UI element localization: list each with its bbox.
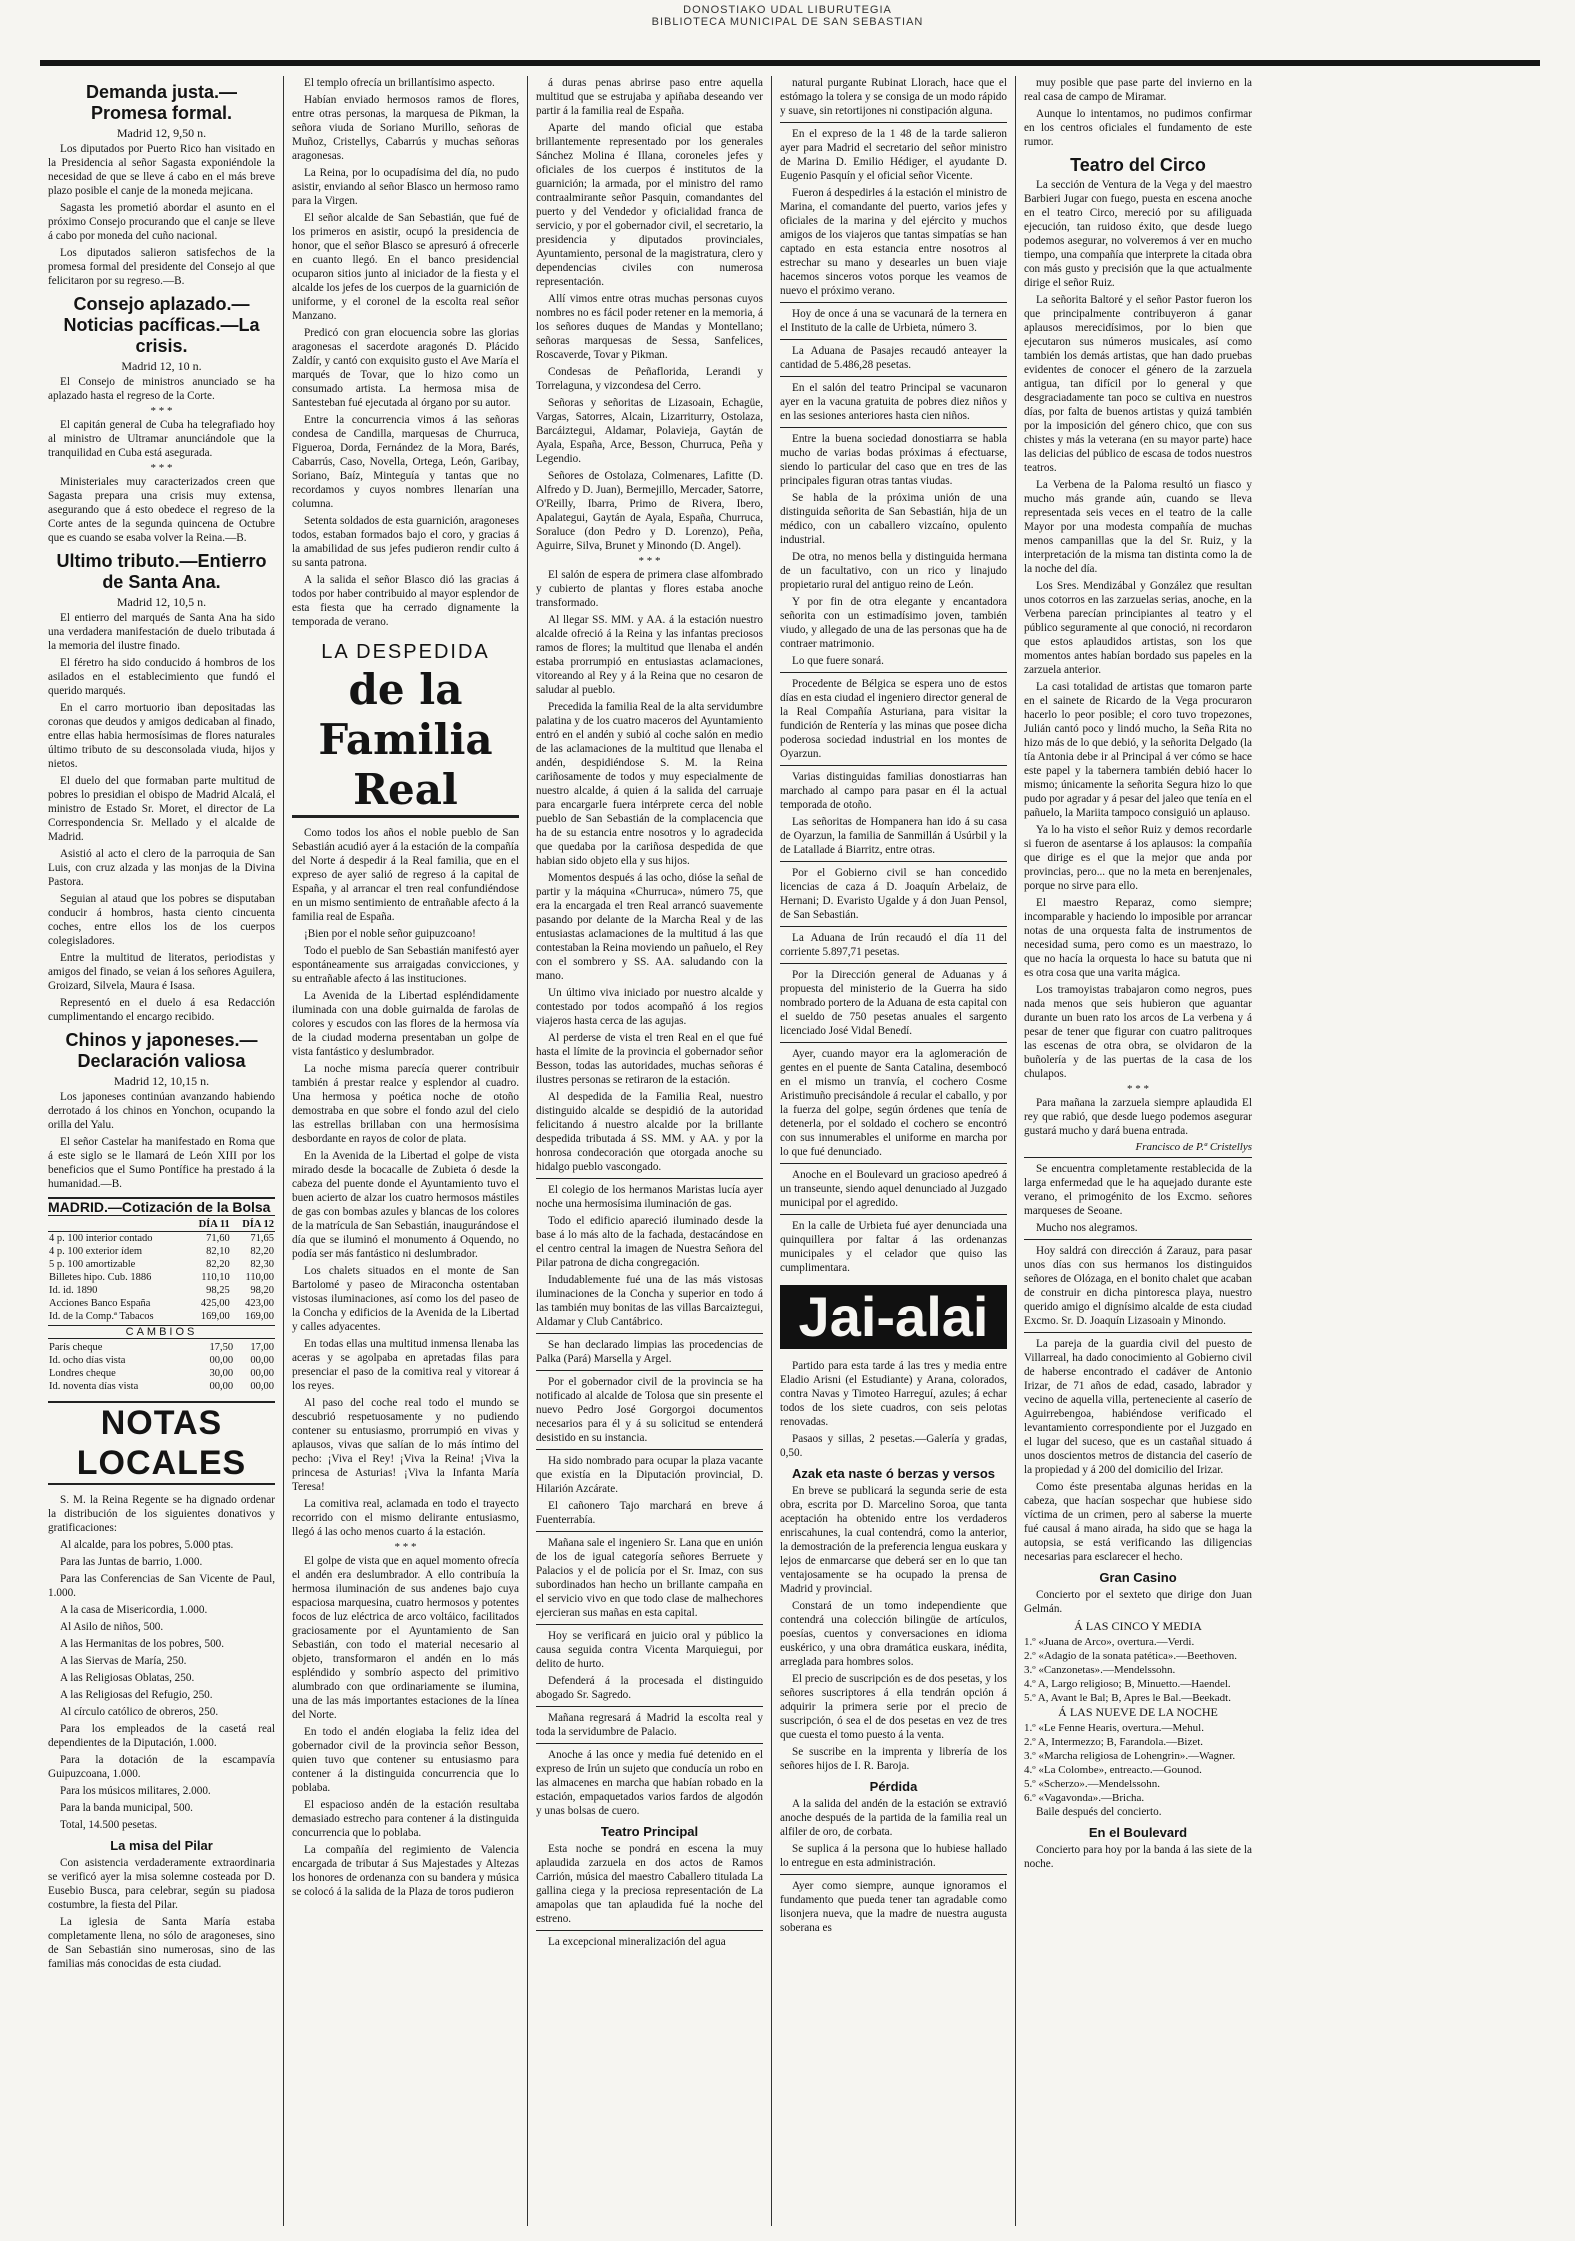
list-item: A las Religiosas del Refugio, 250. <box>60 1689 213 1701</box>
paragraph: Varias distinguidas familias donostiarras han marchado al campo para pasar en él la actual temporada de otoño. <box>780 771 1007 811</box>
paragraph: Los chalets situados en el monte de San Bartolomé y paseo de Miraconcha ostentaban vistosas iluminaciones, así como los del paseo de la Concha y edificios de la Avenida de la Libertad y calles adyacentes. <box>292 1265 519 1333</box>
divider <box>780 339 1007 340</box>
paragraph: Defenderá á la procesada el distinguido abogado Sr. Sagredo. <box>536 1675 763 1701</box>
cambio-value: 30,00 <box>209 1368 234 1379</box>
bolsa-label: Billetes hipo. Cub. 1886 <box>49 1272 152 1283</box>
paragraph: Al llegar SS. MM. y AA. á la estación nuestro alcalde ofreció á la Reina y las infantas preciosos ramos de flores; la multitud que llenaba el andén estaba prorrumpió en entusiastas aclamaciones, vitoreando al Rey y á la Reina que no cesaron de saludar al pueblo. <box>536 614 763 696</box>
headline-jai-alai: Jai-alai <box>780 1285 1007 1349</box>
dateline: Madrid 12, 9,50 n. <box>116 126 207 140</box>
paragraph: Se suplica á la persona que lo hubiese hallado lo entregue en esta administración. <box>780 1843 1007 1869</box>
bolsa-label: Id. id. 1890 <box>49 1285 98 1296</box>
paragraph: Se han declarado limpias las procedencias de Palka (Pará) Marsella y Argel. <box>536 1339 763 1365</box>
program-item: 1.º «Le Fenne Hearis, overtura.—Mehul. <box>1024 1722 1204 1734</box>
bolsa-col-header: DÍA 12 <box>231 1218 275 1232</box>
paragraph: La noche misma parecía querer contribuir también á prestar realce y esplendor al cuadro. Una hermosa y poética noche de otoño demostraba en que sobre el fondo azul del cielo las estrellas brillaban con una hermosísima desbordante en rayos de color de plata. <box>292 1063 519 1145</box>
paragraph: Seguian al ataud que los pobres se disputaban conducir á hombros, hasta ciento cincuenta coches, entre ellos los de los cuerpos colegisladores. <box>48 893 275 947</box>
paragraph: La Avenida de la Libertad espléndidamente iluminada con una doble guirnalda de farolas de colores y escudos con las flores de la hermosa vía de la ciudad moderna presentaban un golpe de vista fantástico y deslumbrador. <box>292 990 519 1058</box>
paragraph: ¡Bien por el noble señor guipuzcoano! <box>304 928 476 940</box>
paragraph: Se habla de la próxima unión de una distinguida señorita de San Sebastián, hija de un médico, con un caballero vizcaíno, opulento industrial. <box>780 492 1007 546</box>
list-item: Total, 14.500 pesetas. <box>60 1819 158 1831</box>
paragraph: Entre la buena sociedad donostiarra se habla mucho de varias bodas próximas á efectuarse, siendo lo particular del caso que en tres de las principales figuran otras tantas viudas. <box>780 433 1007 487</box>
asterism: * * * <box>1127 1083 1149 1095</box>
paragraph: La Aduana de Irún recaudó el día 11 del corriente 5.897,71 pesetas. <box>780 932 1007 958</box>
bolsa-table <box>48 1218 275 1323</box>
list-item: A las Hermanitas de los pobres, 500. <box>60 1638 225 1650</box>
paragraph: Esta noche se pondrá en escena la muy aplaudida zarzuela en dos actos de Ramos Carrión, música del maestro Caballero titulada La gallina ciega y la preciosa representación de La amapolas que tan aplaudida fué la noche del estreno. <box>536 1843 763 1925</box>
paragraph: Habían enviado hermosos ramos de flores, entre otras personas, la marquesa de Pikman, la señora viuda de Soriano Murillo, señoras de Muñoz, Cristellys, Cabarrús y muchas señoras aragonesas. <box>292 94 519 162</box>
paragraph: Al perderse de vista el tren Real en el que fué hasta el límite de la provincia el gobernador señor Besson, todas las autoridades, muchas señoras é ilustres personas se retiraron de la estación. <box>536 1032 763 1086</box>
program-item: 3.º «Marcha religiosa de Lohengrin».—Wagner. <box>1024 1750 1236 1762</box>
headline-chinos-japoneses: Chinos y japoneses.—Declaración valiosa <box>65 1030 258 1071</box>
asterism: * * * <box>394 1541 417 1553</box>
headline-consejo-aplazado: Consejo aplazado.—Noticias pacíficas.—La crisis. <box>63 294 260 356</box>
paragraph: Concierto por el sexteto que dirige don Juan Gelmán. <box>1024 1589 1252 1615</box>
list-item: A las Religiosas Oblatas, 250. <box>60 1672 195 1684</box>
program-item: 6.º «Vagavonda».—Bricha. <box>1024 1792 1145 1804</box>
program-item: 5.º «Scherzo».—Mendelssohn. <box>1024 1778 1161 1790</box>
paragraph: Señores de Ostolaza, Colmenares, Lafitte (D. Alfredo y D. Juan), Bermejillo, Mercader, Satorre, O'Reilly, Ibarra, Primo de Rivera, Ibero, Apalategui, Gaytán de Ayala, España, Churruca, Soraluce (don Pedro y D. Lorenzo), Peña, Aguirre, Silva, Brunet y Minondo (D. Angel). <box>536 470 763 552</box>
table-row <box>48 1367 275 1380</box>
paragraph: El colegio de los hermanos Maristas lucía ayer noche una hermosísima iluminación de gas. <box>536 1184 763 1210</box>
column-3 <box>528 76 772 2226</box>
bolsa-value: 71,60 <box>206 1233 230 1244</box>
paragraph: En el salón del teatro Principal se vacunaron ayer en la vacuna gratuita de pobres diez niños y en las sesiones anteriores hasta cien niños. <box>780 382 1007 422</box>
asterism: * * * <box>638 555 661 567</box>
paragraph: El capitán general de Cuba ha telegrafiado hoy al ministro de Ultramar anunciándole que la tranquilidad en Cuba está asegurada. <box>48 419 275 459</box>
paragraph: El maestro Reparaz, como siempre; incomparable y haciendo lo imposible por arrancar notas de una orquesta falta de instrumentos de necesidad suma, pero como es un maestrazo, lo que no hacía la orquesta lo hace su batuta que ni es otra cosa que una varita mágica. <box>1024 897 1253 979</box>
paragraph: De otra, no menos bella y distinguida hermana de un facultativo, con un rico y linajudo propietario rural del antiguo reino de León. <box>780 551 1007 591</box>
paragraph: Aunque lo intentamos, no pudimos confirmar en los centros oficiales el fundamento de este rumor. <box>1024 108 1252 148</box>
columns <box>40 76 1540 2226</box>
paragraph: El féretro ha sido conducido á hombros de los asilados en el establecimiento que fundó el querido marqués. <box>48 657 275 697</box>
program-item: 1.º «Juana de Arco», overtura.—Verdi. <box>1024 1636 1195 1648</box>
program-heading: Á LAS NUEVE DE LA NOCHE <box>1058 1705 1218 1719</box>
divider <box>780 1874 1007 1875</box>
list-item: Para las Juntas de barrio, 1.000. <box>60 1556 203 1568</box>
bolsa-label: Acciones Banco España <box>49 1298 151 1309</box>
cambios-table <box>48 1341 275 1393</box>
paragraph: La comitiva real, aclamada en todo el trayecto recorrido con el mismo delirante entusiasmo, llegó á las ocho menos cuarto á la estación. <box>292 1498 519 1538</box>
paragraph: Fueron á despedirles á la estación el ministro de Marina, el comandante del puerto, varios jefes y oficiales de la marina y del ejército y muchos amigos de los viajeros que tantas simpatías se han captado en esta estancia entre nosotros al estrechar su mano y desearles un buen viaje hacemos sinceros votos porque les veamos de nuevo el próximo verano. <box>780 187 1007 297</box>
divider <box>1024 1157 1252 1158</box>
paragraph: La compañía del regimiento de Valencia encargada de tributar á Sus Majestades y Altezas los honores de ordenanza con su bandera y música se colocó á la salida de la Plaza de toros pudieron <box>292 1844 519 1898</box>
paragraph: Aparte del mando oficial que estaba brillantemente representado por los generales Sánchez Molina é Illana, coroneles jefes y oficiales de los cuerpos é institutos de la guarnición; la armada, por el ministro del ramo contraalmirante señor Pasquin, comandantes del puerto y del Vendedor y oficialidad franca de servicio, y por el gobernador civil, el secretario, la presidencia y diputados provinciales, Ayuntamiento, personal de la magistratura, clero y dependencias civiles con numerosa representación. <box>536 122 763 288</box>
divider <box>780 765 1007 766</box>
table-row <box>48 1232 275 1246</box>
paragraph: Hoy se verificará en juicio oral y público la causa seguida contra Vicenta Marquiegui, por delito de hurto. <box>536 1630 763 1670</box>
table-row <box>48 1380 275 1393</box>
headline-perdida: Pérdida <box>869 1779 918 1794</box>
table-row <box>48 1284 275 1297</box>
library-stamp <box>0 4 1575 28</box>
paragraph: Para mañana la zarzuela siempre aplaudida El rey que rabió, que desde luego podemos asegurar gustará mucho y dará buena entrada. <box>1024 1097 1252 1137</box>
paragraph: La casi totalidad de artistas que tomaron parte en el sainete de Ricardo de la Vega procuraron hacerlo lo peor posible; el coro tuvo tropezones, Julián cantó poco y lindó mucho, la Seña Rita no hizo más de lo que debió, y la señorita Delgado (la tía Antonia debe ir al Principal á ver cómo se hace este papel y la tabernera también debió hacer lo mismo; únicamente la señorita Segura hizo lo que pudo por agradar y á pesar del jaleo que tenía en el pañuelo, la Mariita tampoco consiguió un aplauso. <box>1024 681 1252 819</box>
paragraph: Y por fin de otra elegante y encantadora señorita con un estimadísimo joven, también viudo, y allegado de una de las personas que ha de contraer matrimonio. <box>780 596 1007 650</box>
table-row <box>48 1341 275 1354</box>
cambio-value: 00,00 <box>209 1355 234 1366</box>
bolsa-label: 4 p. 100 interior contado <box>49 1233 153 1244</box>
program-item: 5.º A, Avant le Bal; B, Apres le Bal.—Beekadt. <box>1024 1692 1231 1704</box>
divider <box>780 122 1007 123</box>
paragraph: Los japoneses continúan avanzando habiendo derrotado á los chinos en Yonchon, ocupando la orilla del Yalu. <box>48 1091 275 1131</box>
headline-la-despedida: LA DESPEDIDA <box>321 641 490 663</box>
cambio-value: 00,00 <box>209 1381 234 1392</box>
paragraph: El Consejo de ministros anunciado se ha aplazado hasta el regreso de la Corte. <box>48 376 275 402</box>
list-item: A la casa de Misericordia, 1.000. <box>60 1604 208 1616</box>
byline-signature: Francisco de P.ª Cristellys <box>1135 1141 1252 1153</box>
bolsa-col-header: DÍA 11 <box>187 1218 230 1232</box>
list-item: Para los músicos militares, 2.000. <box>60 1785 211 1797</box>
divider <box>780 1163 1007 1164</box>
divider <box>780 376 1007 377</box>
paragraph: La señorita Baltoré y el señor Pastor fueron los que principalmente contribuyeron á ganar aplausos merecidísimos, por lo bien que ejecutaron sus números musicales, así como también los demás artistas, que han dado pruebas evidentes de conocer el género de la zarzuela antigua, tan difícil por lo general y que desgraciadamente tan poco se cultiva en nuestros días, por falta de buenos artistas y quizá también por la imposición del género chico, que con sus chistes y más la veterana (en su mayor parte) hace las delicias del público de escasa de todos nuestros teatros. <box>1024 294 1252 474</box>
paragraph: Representó en el duelo á esa Redacción cumplimentando el encargo recibido. <box>48 997 275 1023</box>
program-item: 4.º A, Largo religioso; B, Minuetto.—Haendel. <box>1024 1678 1231 1690</box>
divider <box>780 302 1007 303</box>
cambio-label: Londres cheque <box>49 1368 116 1379</box>
paragraph: Todo el pueblo de San Sebastián manifestó ayer espontáneamente sus arraigadas convicciones, y su entrañable afecto á las instituciones. <box>292 945 519 985</box>
list-item: Al círculo católico de obreros, 250. <box>60 1706 219 1718</box>
bolsa-label: 5 p. 100 amortizable <box>49 1259 136 1270</box>
headline-gran-casino: Gran Casino <box>1099 1570 1177 1585</box>
bolsa-value: 82,20 <box>250 1246 274 1257</box>
paragraph: A la salida del andén de la estación se extravió anoche después de la partida de la familia real un alfiler de oro, de corbata. <box>780 1798 1007 1838</box>
divider <box>780 1214 1007 1215</box>
paragraph: El templo ofrecía un brillantísimo aspecto. <box>304 77 495 89</box>
table-row <box>48 1271 275 1284</box>
paragraph: El señor Castelar ha manifestado en Roma que á este siglo se le llamará de León XIII por los beneficios que el Sumo Pontífice ha prestado á la humanidad.—B. <box>48 1136 275 1190</box>
list-item: Al alcalde, para los pobres, 5.000 ptas. <box>60 1539 234 1551</box>
paragraph: Ha sido nombrado para ocupar la plaza vacante que existía en la Diputación provincial, D. Hilarión Azcárate. <box>536 1455 763 1495</box>
headline-ultimo-tributo: Ultimo tributo.—Entierro de Santa Ana. <box>56 551 267 592</box>
paragraph: La sección de Ventura de la Vega y del maestro Barbieri Jugar con fuego, puesta en escena anoche en el teatro Circo, mereció por su afiliguada ejecución, tan ruidoso éxito, que desde luego podemos asegurar, no volveremos á ver en mucho tiempo, una compañía que interprete la citada obra con más gusto y precisión que la que actualmente dirige el señor Ruiz. <box>1024 179 1252 289</box>
cambio-value: 00,00 <box>250 1381 274 1392</box>
list-item: Para la dotación de la escampavía Guipuzcoana, 1.000. <box>48 1754 275 1780</box>
list-item: Para los empleados de la casetá real dependientes de la Diputación, 1.000. <box>48 1723 275 1749</box>
paragraph: Entre la multitud de literatos, periodistas y amigos del finado, se veian á los señores Aguilera, Groizard, Silvela, Maura é Isasa. <box>48 952 275 992</box>
paragraph: Se suscribe en la imprenta y librería de los señores hijos de I. R. Baroja. <box>780 1746 1007 1772</box>
bolsa-value: 82,10 <box>206 1246 230 1257</box>
cambio-label: París cheque <box>49 1342 103 1353</box>
divider <box>1024 1239 1252 1240</box>
table-row <box>48 1310 275 1323</box>
bolsa-label: 4 p. 100 exterior ídem <box>49 1246 143 1257</box>
headline-familia-real: de la Familia Real <box>292 665 519 818</box>
table-row <box>48 1258 275 1271</box>
top-rule <box>40 60 1540 66</box>
paragraph: Los tramoyistas trabajaron como negros, pues nada menos que seis hubieron que aguantar durante un buen rato los arcos de La verbena y á pesar de tener que figurar con cuatro palitroques las escenas de otra obra, se olvidaron de la buñolería y de las puertas de la casa de los chulapos. <box>1024 984 1252 1080</box>
paragraph: La pareja de la guardia civil del puesto de Villarreal, ha dado conocimiento al Gobierno civil de haberse encontrado el cadáver de Antonio Irizar, de 71 años de edad, casado, labrador y vecino de aquella villa, perteneciente al caserío de Aguirrebengoa, habiéndose verificado el levantamiento correspondiente por el Juzgado en el lugar del suceso, que es un castañal situado á unos doscientos metros de distancia del caserío de la propiedad y á 200 del domicilio del Irizar. <box>1024 1338 1252 1476</box>
divider <box>780 861 1007 862</box>
paragraph: En todo el andén elogiaba la feliz idea del gobernador civil de la provincia señor Besson, quien tuvo que contener su entusiasmo para contener á la distinguida concurrencia que lo poblaba. <box>292 1726 519 1794</box>
headline-en-el-boulevard: En el Boulevard <box>1088 1825 1188 1840</box>
bolsa-value: 82,20 <box>206 1259 230 1270</box>
divider <box>536 1531 763 1532</box>
paragraph: Condesas de Peñaflorida, Lerandi y Torrelaguna, y vizcondesa del Cerro. <box>536 366 763 392</box>
paragraph: Indudablemente fué una de las más vistosas iluminaciones de la Concha y superior en todo á las también muy bonitas de las villas Barcaiztegui, Aldamar y Club Cantábrico. <box>536 1274 763 1328</box>
list-item: A las Siervas de María, 250. <box>60 1655 187 1667</box>
paragraph: S. M. la Reina Regente se ha dignado ordenar la distribución de los siguientes donativos y gratificaciones: <box>48 1494 275 1534</box>
bolsa-label: Id. de la Comp.ª Tabacos <box>49 1311 154 1322</box>
bolsa-title: MADRID.—Cotización de la Bolsa <box>48 1197 275 1216</box>
paragraph: Momentos después á las ocho, dióse la señal de partir y la máquina «Churruca», número 75, que era la encargada el tren Real arrancó suavemente pasando por delante de la Marcha Real y de las entusiastas aclamaciones de la multitud á las que contestaban la Reina moviendo un pañuelo, el Rey con el sombrero y SS. AA. saludando con la mano. <box>536 872 763 982</box>
headline-teatro-principal: Teatro Principal <box>600 1824 699 1839</box>
table-row <box>48 1245 275 1258</box>
paragraph: Allí vimos entre otras muchas personas cuyos nombres no es fácil poder retener en la memoria, á los señores duques de Mandas y Montellano; señoras marquesas de Sessa, Sanfelices, Roscaverde, Tovar y Pikman. <box>536 293 763 361</box>
cambio-value: 17,50 <box>209 1342 234 1353</box>
paragraph: La excepcional mineralización del agua <box>548 1936 726 1948</box>
paragraph: Pasaos y sillas, 2 pesetas.—Galería y gradas, 0,50. <box>780 1433 1007 1459</box>
divider <box>536 1624 763 1625</box>
paragraph: La Aduana de Pasajes recaudó anteayer la cantidad de 5.486,28 pesetas. <box>780 345 1007 371</box>
bolsa-value: 110,00 <box>245 1272 274 1283</box>
divider <box>1024 1332 1252 1333</box>
stamp-line-2: BIBLIOTECA MUNICIPAL DE SAN SEBASTIAN <box>651 16 924 28</box>
paragraph: En todas ellas una multitud inmensa llenaba las aceras y se agolpaba en apretadas filas para presenciar el paso de la comitiva real y vitorear á los reyes. <box>292 1338 519 1392</box>
paragraph: En el expreso de la 1 48 de la tarde salieron ayer para Madrid el secretario del señor ministro de Marina D. Emilio Hédiger, el ayudante D. Eugenio Pasquín y el oficial señor Vicente. <box>780 128 1007 182</box>
paragraph: Como éste presentaba algunas heridas en la cabeza, que hacían sospechar que hubiese sido víctima de un crimen, pero al saberse la muerte fué causal á mano airada, ha sido que se haga la autopsia, se está verificando las diligencias necesarias para esclarecer el hecho. <box>1024 1481 1252 1563</box>
paragraph: En la Avenida de la Libertad el golpe de vista mirado desde la bocacalle de Zubieta ó desde la cabeza del puente donde el Ayuntamiento tuvo el buen acierto de alzar los cuatro hermosos mástiles de gas con bombas azules y blancas de los colores de la matrícula de San Sebastián, inaugurándose el día que se iluminó el monumento á Oquendo, no podía ser más fantástico ni deslumbrador. <box>292 1150 519 1260</box>
bolsa-value: 82,30 <box>250 1259 274 1270</box>
column-4 <box>772 76 1016 2226</box>
paragraph: Por el Gobierno civil se han concedido licencias de caza á D. Joaquín Arbelaiz, de Hernani; D. Evaristo Ugalde y á don Juan Pensol, de San Sebastián. <box>780 867 1007 921</box>
divider <box>536 1333 763 1334</box>
divider <box>780 1042 1007 1043</box>
divider <box>536 1930 763 1931</box>
headline-misa-pilar: La misa del Pilar <box>110 1838 213 1853</box>
cambio-label: Id. ocho días vista <box>49 1355 126 1366</box>
paragraph: Partido para esta tarde á las tres y media entre Eladio Arisni (el Estudiante) y Arana, colorados, contra Navas y Timoteo Harreguí, azules; á echar todos de los siete cuadros, con seis pelotas renovadas. <box>780 1360 1007 1428</box>
paragraph: Todo el edificio apareció iluminado desde la base á lo más alto de la fachada, destacándose en el centro central la imagen de Nuestra Señora del Pilar patrona de dicha congregación. <box>536 1215 763 1269</box>
divider <box>780 963 1007 964</box>
paragraph: Baile después del concierto. <box>1036 1806 1162 1818</box>
paragraph: á duras penas abrirse paso entre aquella multitud que se estrujaba y apiñaba deseando ver partir á la familia real de España. <box>536 77 763 117</box>
table-row <box>48 1354 275 1367</box>
paragraph: El espacioso andén de la estación resultaba demasiado estrecho para contener á la distinguida concurrencia que lo poblaba. <box>292 1799 519 1839</box>
asterism: * * * <box>150 405 173 417</box>
divider <box>780 672 1007 673</box>
paragraph: natural purgante Rubinat Llorach, hace que el estómago la tolera y se consiga de un modo rápido y suave, sin retortijones ni constipación alguna. <box>780 77 1007 117</box>
paragraph: Los diputados por Puerto Rico han visitado en la Presidencia al señor Sagasta exponiéndole la necesidad de que se lleve á cabo en el más breve plazo posible el canje de la moneda mejicana. <box>48 143 275 197</box>
cambio-value: 00,00 <box>250 1368 274 1379</box>
bolsa-value: 71,65 <box>250 1233 274 1244</box>
paragraph: Asistió al acto el clero de la parroquia de San Luis, con cruz alzada y las monjas de la Divina Pastora. <box>48 848 275 888</box>
list-item: Para la banda municipal, 500. <box>60 1802 193 1814</box>
paragraph: Mucho nos alegramos. <box>1036 1222 1138 1234</box>
cambio-value: 17,00 <box>250 1342 274 1353</box>
paragraph: Procedente de Bélgica se espera uno de estos días en esta ciudad el ingeniero director general de la Real Compañía Asturiana, para visitar la fundición de Rentería y las minas que posee dicha poderosa sociedad industrial en los montes de Oyarzun. <box>780 678 1007 760</box>
headline-demanda-justa: Demanda justa.—Promesa formal. <box>85 82 238 123</box>
headline-teatro-circo: Teatro del Circo <box>1070 155 1206 175</box>
paragraph: Constará de un tomo independiente que contendrá una colección bilingüe de artículos, poesías, cuentos y conversaciones en idioma euskérico, y una obra dramática euskara, inédita, arreglada para hombres solos. <box>780 1600 1007 1668</box>
divider <box>536 1370 763 1371</box>
paragraph: Ayer, cuando mayor era la aglomeración de gentes en el puente de Santa Catalina, desembocó en el mismo un tranvía, el cochero Cosme Aristimuño precisándole á recular el caballo, y por la fuerza del golpe, según órdenes que tenía de detenerla, por el soldado el cochero se encontró con sus innumerables el uniforme en marcha por lo que fué denunciado. <box>780 1048 1007 1158</box>
program-item: 4.º «La Colombe», entreacto.—Gounod. <box>1024 1764 1202 1776</box>
dateline: Madrid 12, 10,15 n. <box>113 1074 210 1088</box>
paragraph: Predicó con gran elocuencia sobre las glorias aragonesas el sacerdote aragonés D. Plácido Zaldír, y cantó con exquisito gusto el Ave María el marqués de Tovar, que lo hizo como un consumado artista. La hermosa misa de Santesteban fué ejecutada al órgano por su autor. <box>292 327 519 409</box>
list-item: Para las Conferencias de San Vicente de Paul, 1.000. <box>48 1573 275 1599</box>
bolsa-value: 98,20 <box>250 1285 274 1296</box>
paragraph: El golpe de vista que en aquel momento ofrecía el andén era deslumbrador. A ello contribuía la hermosa iluminación de sus andenes bajo cuya espaciosa marquesina, cuatro hermosos y potentes focos de luz eléctrica de arco voltáico, facilitados graciosamente por el Ayuntamiento de San Sebastián, con todo el material necesario al objeto, transformaron el andén en lo más espléndido y sombrío aspecto del primitivo alumbrado con que ordinariamente se ilumina, una de las más importantes estaciones de la línea del Norte. <box>292 1555 519 1721</box>
paragraph: El cañonero Tajo marchará en breve á Fuenterrabía. <box>536 1500 763 1526</box>
list-item: Al Asilo de niños, 500. <box>60 1621 164 1633</box>
divider <box>780 926 1007 927</box>
paragraph: En la calle de Urbieta fué ayer denunciada una quinquillera por faltar á las ordenanzas municipales y el celador que quiso las cumplimentara. <box>780 1220 1007 1274</box>
cambios-label: CAMBIOS <box>48 1325 275 1339</box>
bolsa-value: 169,00 <box>200 1311 230 1322</box>
paragraph: Las señoritas de Hompanera han ido á su casa de Oyarzun, la familia de Sanmillán á Usúrbil y la de Latallade á Biarritz, entre otras. <box>780 816 1007 856</box>
program-item: 3.º «Canzonetas».—Mendelssohn. <box>1024 1664 1176 1676</box>
column-5 <box>1016 76 1260 2226</box>
paragraph: Hoy de once á una se vacunará de la ternera en el Instituto de la calle de Urbieta, número 3. <box>780 308 1007 334</box>
paragraph: Mañana sale el ingeniero Sr. Lana que en unión de los de igual categoría señores Berruete y Palacios y el de policía por el Sr. Imaz, con sus subordinados han hecho un brillante campaña en el servicio vivo en que todo clase de malhechores ejercieran sus mañas en esta capital. <box>536 1537 763 1619</box>
paragraph: El precio de suscripción es de dos pesetas, y los señores suscriptores á ella tendrán opción á adquirir la primera serie por el precio de suscripción, ó sea el de dos pesetas en vez de tres que cuesta el tomo puesto á la venta. <box>780 1673 1007 1741</box>
divider <box>536 1178 763 1179</box>
headline-azak-eta-naste: Azak eta naste ó berzas y versos <box>791 1466 996 1481</box>
paragraph: El salón de espera de primera clase alfombrado y cubierto de plantas y flores estaba anoche transformado. <box>536 569 763 609</box>
paragraph: Por el gobernador civil de la provincia se ha notificado al alcalde de Tolosa que sin presente el nuevo Pedro José Gorgorgoi documentos necesarios para él y á su solicitud se entenderá desistido en su instancia. <box>536 1376 763 1444</box>
divider <box>536 1743 763 1744</box>
paragraph: Ya lo ha visto el señor Ruiz y demos recordarle si fueron de asentarse á los aplausos: la compañía que dirige es el que la mejor que anda por provincias, pero... que no la meta en berenjenales, porque no sirve para ello. <box>1024 824 1252 892</box>
column-2 <box>284 76 528 2226</box>
paragraph: El señor alcalde de San Sebastián, que fué de los primeros en asistir, ocupó la presidencia de honor, que el señor Blasco se apresuró á ofrecerle en cuanto llegó. En el banco presidencial ocuparon sitios junto al iniciador de la fiesta y el alcalde los jefes de los cuerpos de la guarnición de uniforme, y el coronel de la escolta real señor Manzano. <box>292 212 519 322</box>
paragraph: Anoche en el Boulevard un gracioso apedreó á un transeunte, siendo aquel denunciado al Juzgado municipal por el agredido. <box>780 1169 1007 1209</box>
paragraph: Se encuentra completamente restablecida de la larga enfermedad que le ha aquejado durante este verano, el primogénito de los Excmo. señores marqueses de Seoane. <box>1024 1163 1252 1217</box>
paragraph: Como todos los años el noble pueblo de San Sebastián acudió ayer á la estación de la compañía del Norte á despedir á la Real familia, que en el expreso de ayer salió de regreso á la capital de España, y al arrancar el tren real confundiéndose en un mismo sentimiento de entrañable afecto á la familia real de España. <box>292 827 519 923</box>
paragraph: A la salida el señor Blasco dió las gracias á todos por haber contribuido al mayor esplendor de esta fiesta que ha cerrado dignamente la temporada de verano. <box>292 574 519 628</box>
paragraph: Los diputados salieron satisfechos de la promesa formal del presidente del Consejo al que felicitaron por su regreso.—B. <box>48 247 275 287</box>
paragraph: Hoy saldrá con dirección á Zarauz, para pasar unos días con sus hermanos los distinguidos señores de Olózaga, en el bonito chalet que acaban de construir en dicha pintoresca playa, nuestro querido amigo el dignísimo alcalde de esta ciudad Excmo. Sr. D. Joaquín Lizasoain y Minondo. <box>1024 1245 1252 1327</box>
paragraph: La Verbena de la Paloma resultó un fiasco y mucho más grande aún, cuando se lleva representada seis veces en el teatro de la calle Mayor por una modesta compañía de muchas menos campanillas que la del Sr. Ruiz, y la interpretación de la misma tan distinta como la de la noche del día. <box>1024 479 1252 575</box>
paragraph: Con asistencia verdaderamente extraordinaria se verificó ayer la misa solemne costeada por D. Eusebio Busca, para celebrar, según su piadosa costumbre, la fiesta del Pilar. <box>48 1857 275 1911</box>
bolsa-value: 425,00 <box>200 1298 230 1309</box>
paragraph: Los Sres. Mendizábal y González que resultan unos cotorros en las zarzuelas serias, anoche, en la Verbena parecían principiantes al teatro y el público seguramente al que conoció, ni recordaron que estos aplaudidos artistas, son los que momentos antes habían bordado sus papeles en la zarzuela anterior. <box>1024 580 1252 676</box>
paragraph: Al despedida de la Familia Real, nuestro distinguido alcalde se despidió de la autoridad felicitando á nuestro alcalde por la brillante despedida tributada á SS. MM. y AA. y por la honrosa condecoración que otorgada anoche su hidalgo pueblo vascongado. <box>536 1091 763 1173</box>
paragraph: Un último viva iniciado por nuestro alcalde y contestado por todos acompañó á los regios viajeros hasta cerca de las agujas. <box>536 987 763 1027</box>
dateline: Madrid 12, 10,5 n. <box>116 595 207 609</box>
divider <box>536 1449 763 1450</box>
section-title-notas-locales: NOTAS LOCALES <box>48 1401 275 1485</box>
divider <box>536 1706 763 1707</box>
paragraph: El duelo del que formaban parte multitud de pobres lo presidian el obispo de Madrid Alcalá, el ministro de Estado Sr. Moret, el director de La Correspondencia Sr. Mellado y el alcalde de Madrid. <box>48 775 275 843</box>
bolsa-value: 98,25 <box>206 1285 230 1296</box>
paragraph: Anoche á las once y media fué detenido en el expreso de Irún un sujeto que conducía un robo en las almacenes en marcha que habían robado en la estación, empaquetados varios fardos de algodón y unas bolsas de cuero. <box>536 1749 763 1817</box>
paragraph: Precedida la familia Real de la alta servidumbre palatina y de los cuatro maceros del Ayuntamiento entró en el andén y subió al coche salón en medio de las aclamaciones de la multitud que llenaba el andén, despidiéndose S. M. la Reina cariñosamente de todos y muy especialmente de nuestro alcalde, á quien á la salida del carruaje para encargarle fuera intérprete cerca del noble pueblo de San Sebastián de la complacencia que ha de su estancia entre nosotros y lo agradecida que quedaba por la cariñosa despedida de que habian sido objeto ella y sus hijos. <box>536 701 763 867</box>
paragraph: La iglesia de Santa María estaba completamente llena, no sólo de aragoneses, sino de San Sebastián sino numerosas, sino de las familias más conocidas de esta ciudad. <box>48 1916 275 1970</box>
program-heading: Á LAS CINCO Y MEDIA <box>1074 1619 1202 1633</box>
paragraph: La Reina, por lo ocupadísima del día, no pudo asistir, enviando al señor Blasco un hermoso ramo para la Virgen. <box>292 167 519 207</box>
bolsa-value: 110,10 <box>201 1272 230 1283</box>
asterism: * * * <box>150 462 173 474</box>
stamp-line-1: DONOSTIAKO UDAL LIBURUTEGIA <box>683 4 892 16</box>
paragraph: Ministeriales muy caracterizados creen que Sagasta prepara una crisis muy extensa, asegurando que á esto obedece el regreso de la Corte antes de la segunda quincena de Octubre que es cuando se esaba volver la Reina.—B. <box>48 476 275 544</box>
bolsa-header-row <box>48 1218 275 1232</box>
program-item: 2.º A, Intermezzo; B, Farandola.—Bizet. <box>1024 1736 1204 1748</box>
cambio-label: Id. noventa días vista <box>49 1381 139 1392</box>
paragraph: Lo que fuere sonará. <box>792 655 884 667</box>
paragraph: Concierto para hoy por la banda á las siete de la noche. <box>1024 1844 1252 1870</box>
program-item: 2.º «Adagio de la sonata patética».—Beethoven. <box>1024 1650 1237 1662</box>
bolsa-value: 169,00 <box>245 1311 274 1322</box>
table-row <box>48 1297 275 1310</box>
paragraph: Por la Dirección general de Aduanas y á propuesta del ministerio de la Guerra ha sido nombrado portero de la Aduana de esta capital con el sueldo de 750 pesetas anuales el sargento licenciado José Vidal Benedí. <box>780 969 1007 1037</box>
divider <box>780 427 1007 428</box>
paragraph: Setenta soldados de esta guarnición, aragoneses todos, estaban formados bajo el coro, y gracias á la amabilidad de sus jefes pudieron rendir culto á su santa patrona. <box>292 515 519 569</box>
paragraph: Ayer como siempre, aunque ignoramos el fundamento que pueda tener tan agradable como lisonjera nueva, que la madre de nuestra augusta soberana es <box>780 1880 1007 1934</box>
paragraph: En el carro mortuorio iban depositadas las coronas que deudos y amigos dedicaban al finado, entre ellas habia hermosísimas de flores naturales último tributo de su desconsolada viuda, hijos y nietos. <box>48 702 275 770</box>
column-1 <box>40 76 284 2226</box>
paragraph: Entre la concurrencia vimos á las señoras condesa de Candilla, marquesas de Churruca, Figueroa, Dorda, Fernández de la Mora, Barés, Cabarrús, Caso, Novella, Ortega, León, Garibay, Soriano, Baíz, Minteguía y tantas que no recordamos y cuyos nombres llenarían una columna. <box>292 414 519 510</box>
bolsa-value: 423,00 <box>245 1298 274 1309</box>
paragraph: En breve se publicará la segunda serie de esta obra, escrita por D. Marcelino Soroa, que tanta aceptación ha obtenido entre los verdaderos enriscahunes, la cual contendrá, como la anterior, la demostración de la preferencia lengua euskara y lejos de enmarcarse que deberá ser en lo que tan ventajosamente se ha ocupado la prensa de Madrid y provincial. <box>780 1485 1007 1595</box>
paragraph: Mañana regresará á Madrid la escolta real y toda la servidumbre de Palacio. <box>536 1712 763 1738</box>
dateline: Madrid 12, 10 n. <box>121 359 202 373</box>
cambio-value: 00,00 <box>250 1355 274 1366</box>
paragraph: Señoras y señoritas de Lizasoain, Echagüe, Vargas, Satorres, Alcain, Lizarriturry, Ostolaza, Barcáiztegui, Aldamar, Polavieja, Gaytán de Ayala, España, Arce, Besson, Churruca, Peña y Legendio. <box>536 397 763 465</box>
paragraph: muy posible que pase parte del invierno en la real casa de campo de Miramar. <box>1024 77 1252 103</box>
paragraph: El entierro del marqués de Santa Ana ha sido una verdadera manifestación de duelo tributada á la memoria del ilustre finado. <box>48 612 275 652</box>
paragraph: Sagasta les prometió abordar el asunto en el próximo Consejo procurando que el canje se lleve á cabo por moneda del cuño nacional. <box>48 202 275 242</box>
paragraph: Al paso del coche real todo el mundo se descubrió respetuosamente y no pudiendo contener su entusiasmo, prorrumpió en vivas y aplausos, vivas que salían de lo más íntimo del pecho: ¡Viva el Rey! ¡Viva la Reina! ¡Viva la princesa de Asturias! ¡Viva la Infanta María Teresa! <box>292 1397 519 1493</box>
